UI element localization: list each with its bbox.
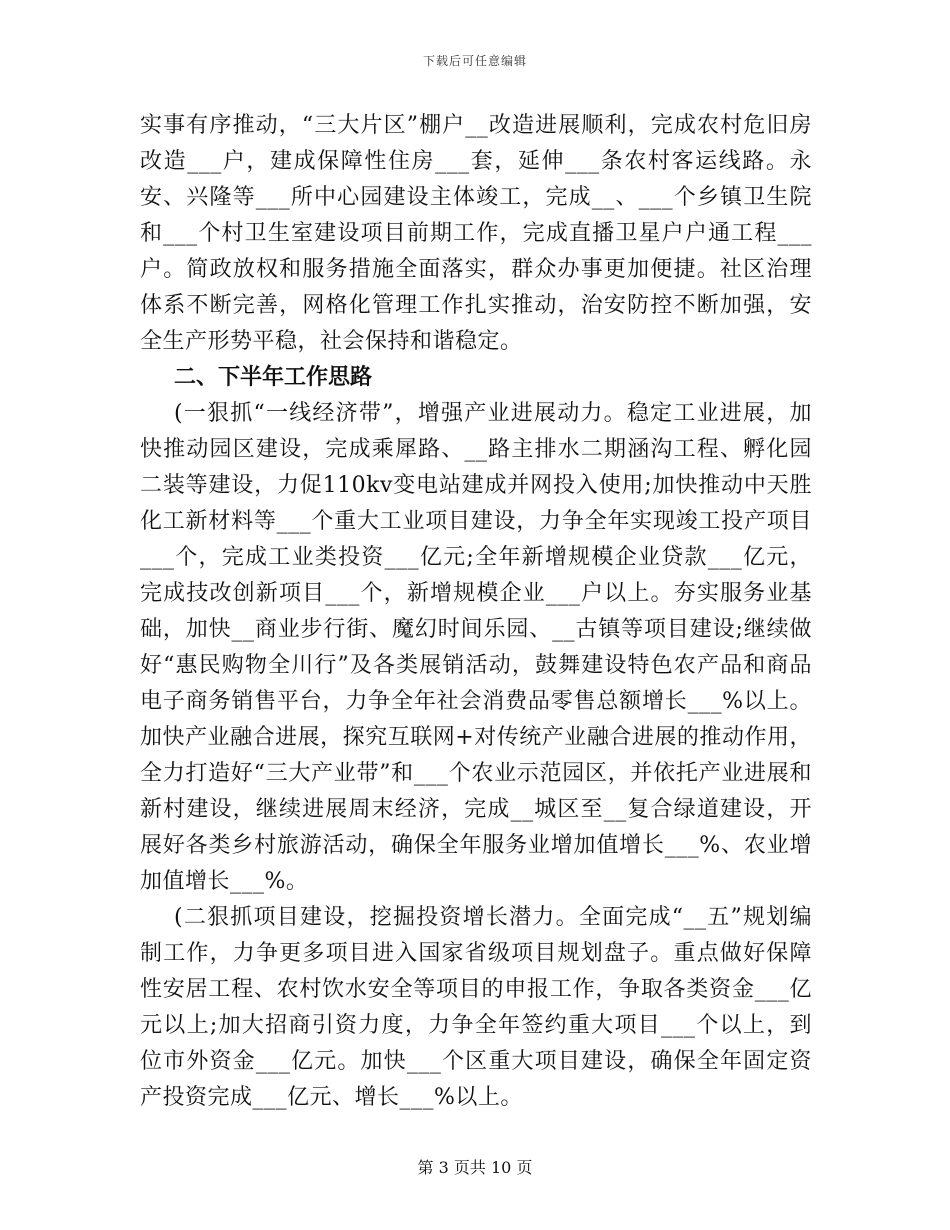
document-body [140,108,812,1116]
paragraph-summary: 实事有序推动，“三大片区”棚户__改造进展顺利，完成农村危旧房改造___户，建成保障性住房___套，延伸___条农村客运线路。永安、兴隆等___所中心园建设主体竣工，完成__、___个乡镇卫生院和___个村卫生室建设项目前期工作，完成直播卫星户户通工程___户。简政放权和服务措施全面落实，群众办事更加便捷。社区治理体系不断完善，网格化管理工作扎实推动，治安防控不断加强，安全生产形势平稳，社会保持和谐稳定。 [140,113,812,354]
section-heading: 二、下半年工作思路 [174,365,373,390]
page-footer: 第 3 页共 10 页 [417,1158,533,1177]
page-header: 下载后可任意编辑 [422,54,527,68]
paragraph-economic-belt: (一狠抓“一线经济带”，增强产业进展动力。稳定工业进展，加快推动园区建设，完成乘犀路、__路主排水二期涵沟工程、孵化园二装等建设，力促110kv变电站建成并网投入使用;加快推动中天胜化工新材料等___个重大工业项目建设，力争全年实现竣工投产项目___个，完成工业类投资___亿元;全年新增规模企业贷款___亿元，完成技改创新项目___个，新增规模企业___户以上。夯实服务业基础，加快__商业步行街、魔幻时间乐园、__古镇等项目建设;继续做好“惠民购物全川行”及各类展销活动，鼓舞建设特色农产品和商品电子商务销售平台，力争全年社会消费品零售总额增长___%以上。加快产业融合进展，探究互联网+对传统产业融合进展的推动作用，全力打造好“三大产业带”和___个农业示范园区，并依托产业进展和新村建设，继续进展周末经济，完成__城区至__复合绿道建设，开展好各类乡村旅游活动，确保全年服务业增加值增长___%、农业增加值增长___%。 [140,401,812,894]
paragraph-project-construction: (二狠抓项目建设，挖掘投资增长潜力。全面完成“__五”规划编制工作，力争更多项目进入国家省级项目规划盘子。重点做好保障性安居工程、农村饮水安全等项目的申报工作，争取各类资金___亿元以上;加大招商引资力度，力争全年签约重大项目___个以上，到位市外资金___亿元。加快___个区重大项目建设，确保全年固定资产投资完成___亿元、增长___%以上。 [140,905,812,1110]
